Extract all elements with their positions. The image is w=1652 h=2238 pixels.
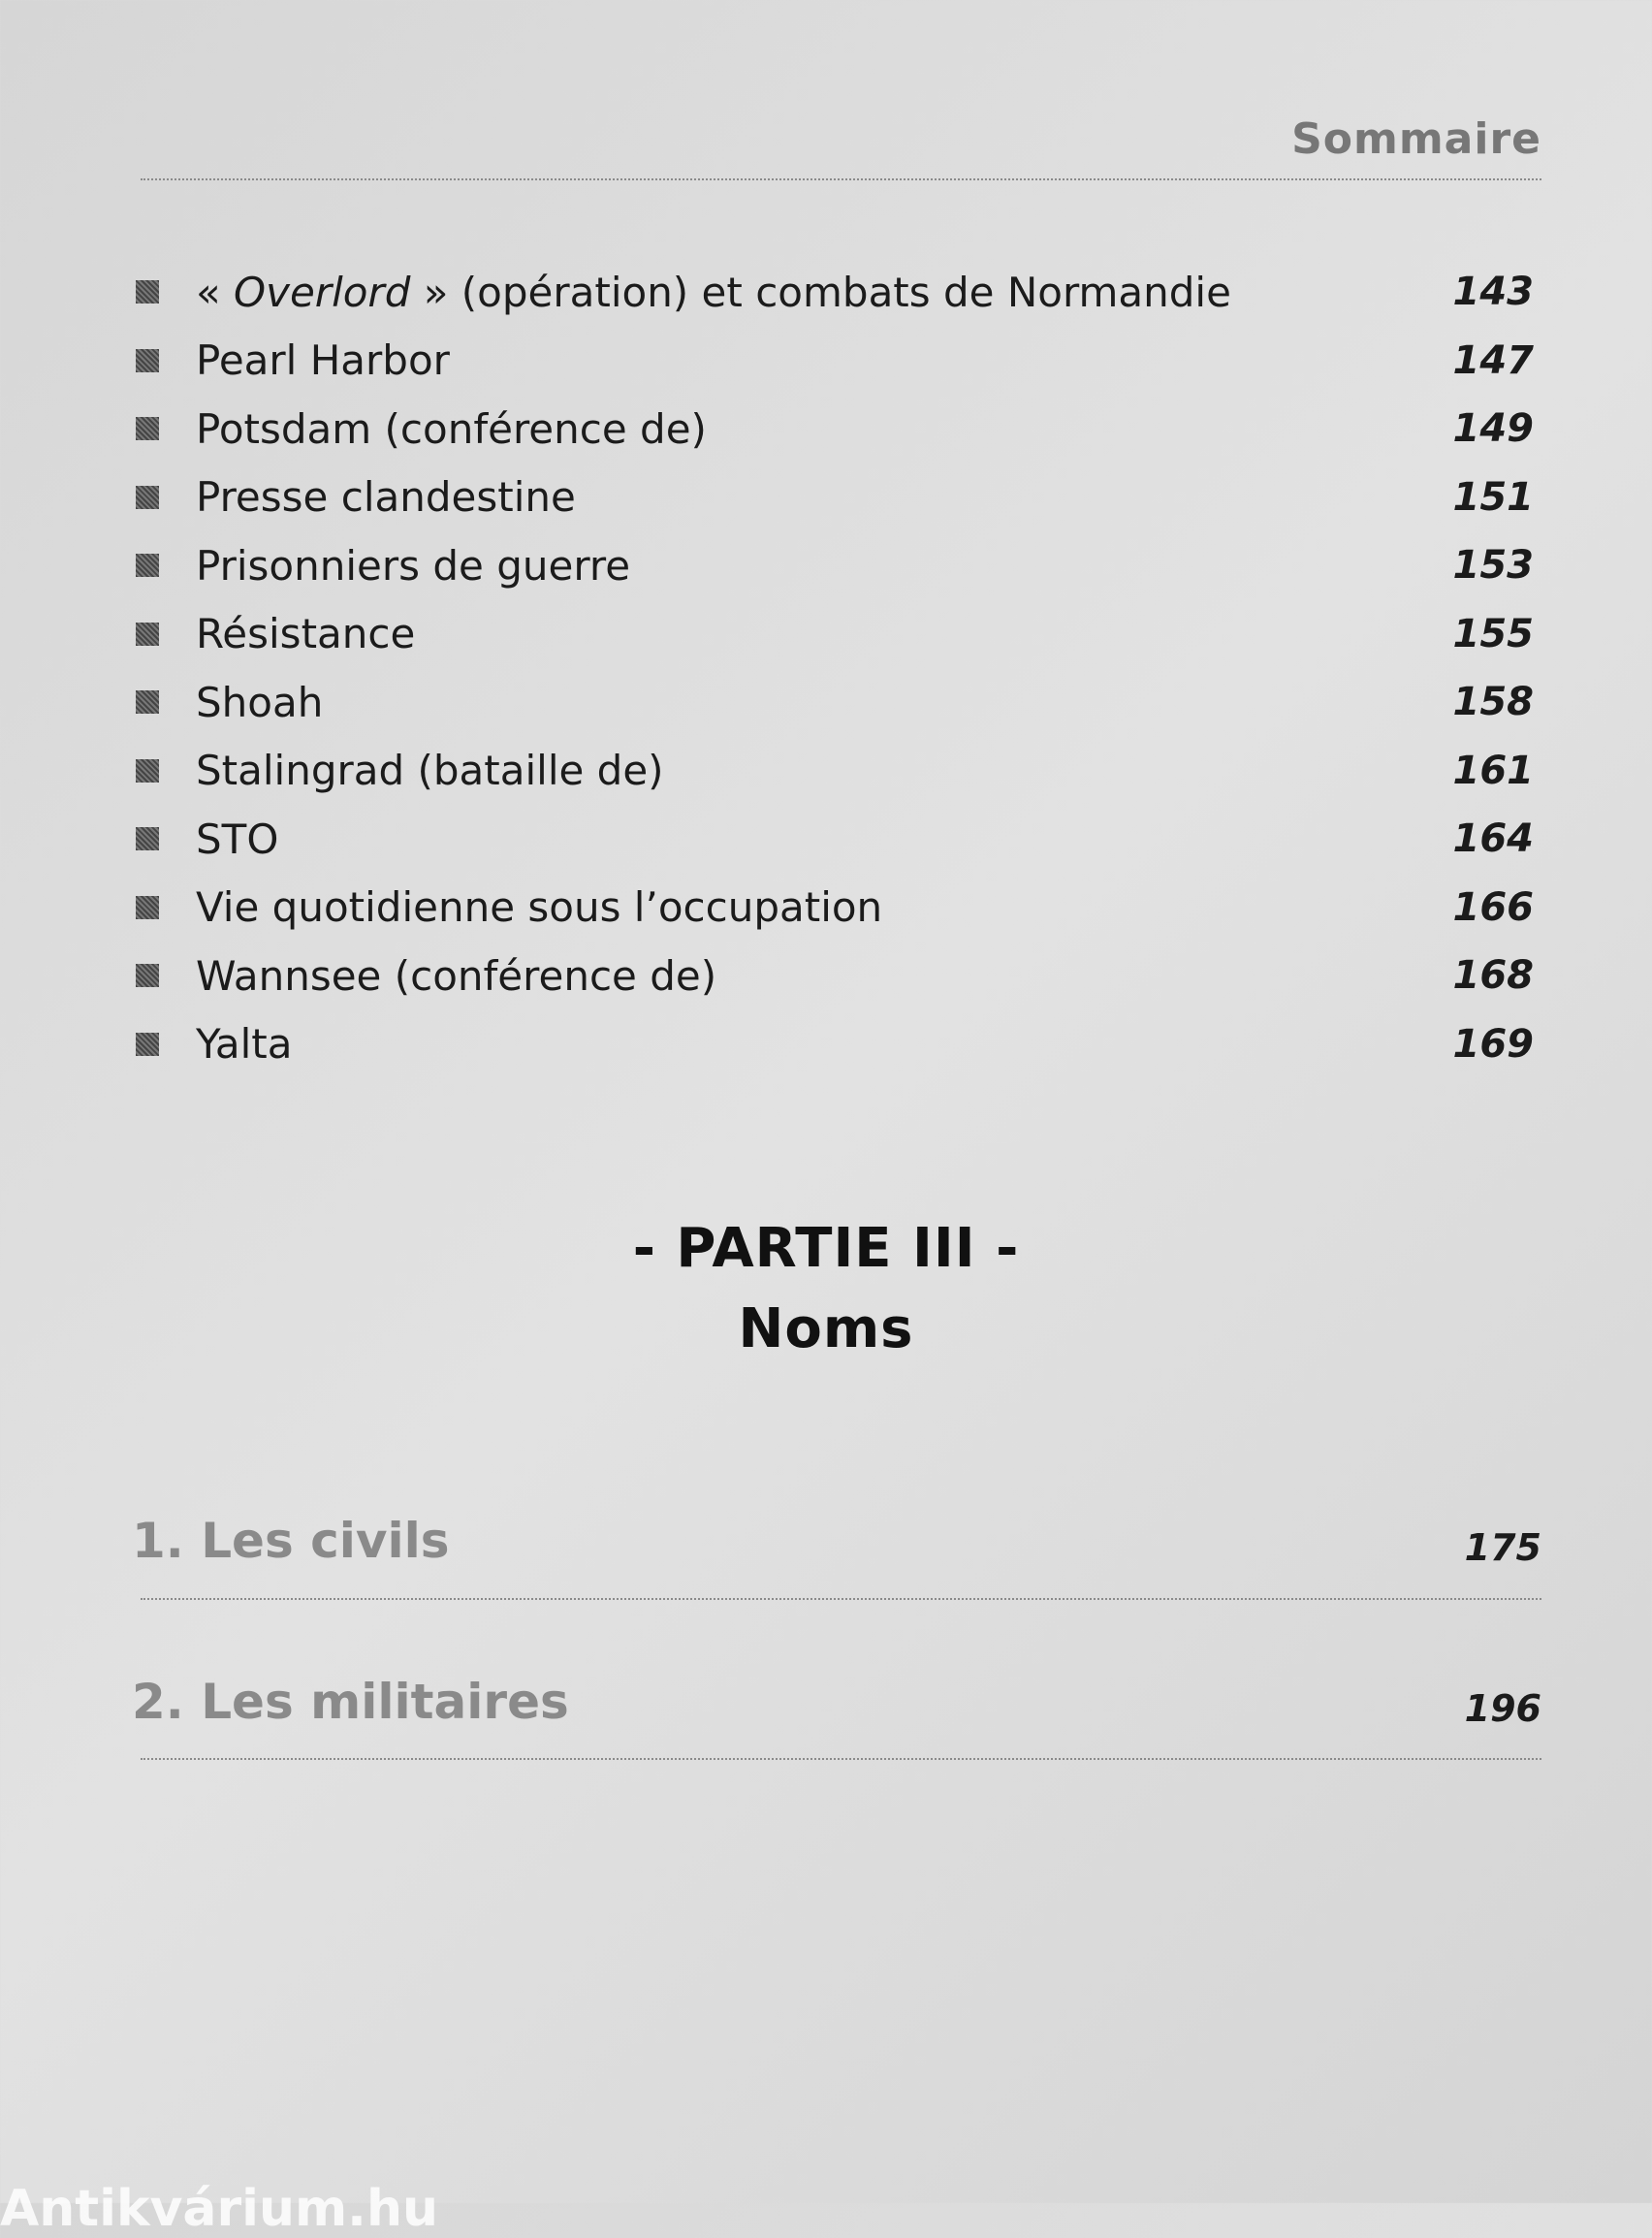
entry-page: 161 [1452,748,1534,793]
toc-entry[interactable] [136,805,1534,873]
toc-entry[interactable] [136,737,1534,805]
entry-page: 164 [1452,816,1534,861]
section-divider [141,1758,1541,1760]
square-bullet-icon [136,690,159,714]
entry-label: STO [196,815,279,863]
square-bullet-icon [136,759,159,783]
part-subtitle: Noms [738,1297,914,1360]
toc-entry[interactable] [136,668,1534,736]
section-title: 1. Les civils [132,1513,450,1569]
square-bullet-icon [136,623,159,646]
entry-page: 147 [1452,337,1534,383]
square-bullet-icon [136,554,159,577]
toc-entry[interactable] [136,874,1534,942]
entry-label [196,269,1453,316]
square-bullet-icon [136,1033,159,1056]
entry-label-italic: Overlord [234,268,411,316]
entry-page: 153 [1452,543,1534,588]
entry-label: Vie quotidienne sous l’occupation [196,883,883,931]
square-bullet-icon [136,349,159,372]
toc-entry[interactable] [136,327,1534,395]
toc-entry[interactable] [136,1010,1534,1078]
toc-entry[interactable] [136,600,1534,668]
entry-page: 158 [1452,680,1534,724]
square-bullet-icon [136,964,159,987]
entry-label-rest: » (opération) et combats de Normandie [410,268,1231,316]
entry-label-prefix: « [196,268,235,316]
header-divider [141,178,1541,180]
toc-section[interactable] [132,1674,1541,1730]
square-bullet-icon [136,280,159,304]
toc-entry[interactable] [136,395,1534,463]
entry-label: Yalta [196,1020,293,1068]
entry-page: 151 [1452,474,1534,520]
entry-page: 155 [1452,611,1534,656]
section-title: 2. Les militaires [132,1674,569,1730]
part-title: - PARTIE III - [632,1217,1020,1280]
entry-label: Shoah [196,678,324,726]
page-header-title: Sommaire [1291,114,1541,164]
section-divider [141,1598,1541,1600]
entry-page: 149 [1452,406,1534,451]
entry-page: 166 [1452,884,1534,930]
square-bullet-icon [136,417,159,440]
entry-label: Stalingrad (bataille de) [196,747,664,794]
entry-label: Prisonniers de guerre [196,541,631,590]
entry-page: 143 [1452,270,1534,314]
toc-entry[interactable] [136,258,1534,326]
entry-label: Presse clandestine [196,473,576,521]
toc-entry[interactable] [136,942,1534,1009]
toc-section[interactable] [132,1513,1541,1569]
toc-entry[interactable] [136,464,1534,531]
entry-label: Potsdam (conférence de) [196,404,707,453]
entry-label: Wannsee (conférence de) [196,951,717,1000]
section-page: 196 [1464,1687,1541,1730]
entry-label: Pearl Harbor [196,336,450,384]
square-bullet-icon [136,896,159,919]
entry-page: 168 [1452,953,1534,998]
section-page: 175 [1464,1526,1541,1569]
entry-page: 169 [1452,1021,1534,1067]
watermark: Antikvárium.hu [0,2180,438,2238]
entry-label: Résistance [196,610,416,657]
toc-entry[interactable] [136,531,1534,599]
square-bullet-icon [136,827,159,850]
square-bullet-icon [136,486,159,509]
